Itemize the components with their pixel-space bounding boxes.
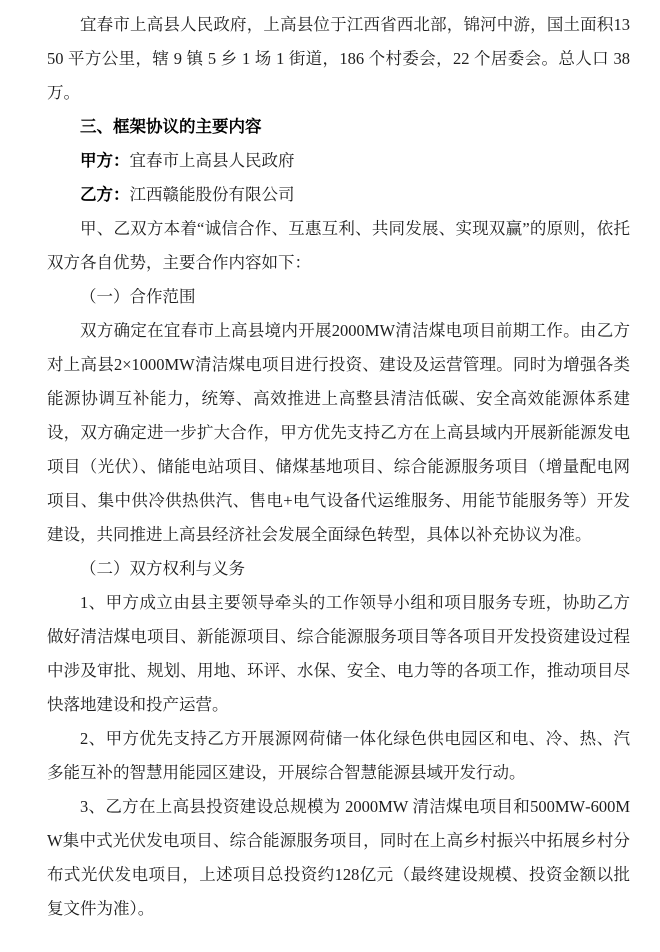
paragraph-principles: 甲、乙双方本着“诚信合作、互惠互利、共同发展、实现双赢”的原则，依托双方各自优势，主要合作内容如下：: [47, 219, 630, 272]
party-b-label: 乙方：: [80, 186, 130, 204]
paragraph-item-2: 2、甲方优先支持乙方开展源网荷储一体化绿色供电园区和电、冷、热、汽多能互补的智慧用能园区建设，开展综合智慧能源县域开发行动。: [47, 729, 630, 782]
paragraph-item-1: 1、甲方成立由县主要领导牵头的工作领导小组和项目服务专班，协助乙方做好清洁煤电项目、新能源项目、综合能源服务项目等各项目开发投资建设过程中涉及审批、规划、用地、环评、水保、安全、电力等的各项工作，推动项目尽快落地建设和投产运营。: [47, 593, 630, 714]
paragraph-intro: 宜春市上高县人民政府，上高县位于江西省西北部，锦河中游，国土面积1350 平方公里，辖 9 镇 5 乡 1 场 1 街道，186 个村委会，22 个居委会。总人口 38 万。: [47, 15, 630, 102]
party-b-value: 江西赣能股份有限公司: [129, 185, 295, 204]
paragraph-scope: 双方确定在宜春市上高县境内开展2000MW清洁煤电项目前期工作。由乙方对上高县2×1000MW清洁煤电项目进行投资、建设及运营管理。同时为增强各类能源协调互补能力，统筹、高效推进上高整县清洁低碳、安全高效能源体系建设，双方确定进一步扩大合作，甲方优先支持乙方在上高县域内开展新能源发电项目（光伏）、储能电站项目、储煤基地项目、综合能源服务项目（增量配电网项目、集中供冷供热供汽、售电+电气设备代运维服务、用能节能服务等）开发建设，共同推进上高县经济社会发展全面绿色转型，具体以补充协议为准。: [47, 321, 630, 544]
subsection-heading-scope: （一）合作范围: [80, 287, 196, 306]
party-a-value: 宜春市上高县人民政府: [129, 151, 295, 170]
party-a-line: [47, 144, 630, 178]
section-heading: 三、框架协议的主要内容: [80, 118, 262, 136]
paragraph-item-3: 3、乙方在上高县投资建设总规模为 2000MW 清洁煤电项目和500MW‑600MW集中式光伏发电项目、综合能源服务项目，同时在上高乡村振兴中拓展乡村分布式光伏发电项目，上述项目总投资约128亿元（最终建设规模、投资金额以批复文件为准）。: [47, 797, 630, 918]
subsection-heading-rights: （二）双方权利与义务: [80, 559, 245, 578]
party-b-line: [47, 178, 630, 212]
party-a-label: 甲方：: [80, 152, 130, 170]
